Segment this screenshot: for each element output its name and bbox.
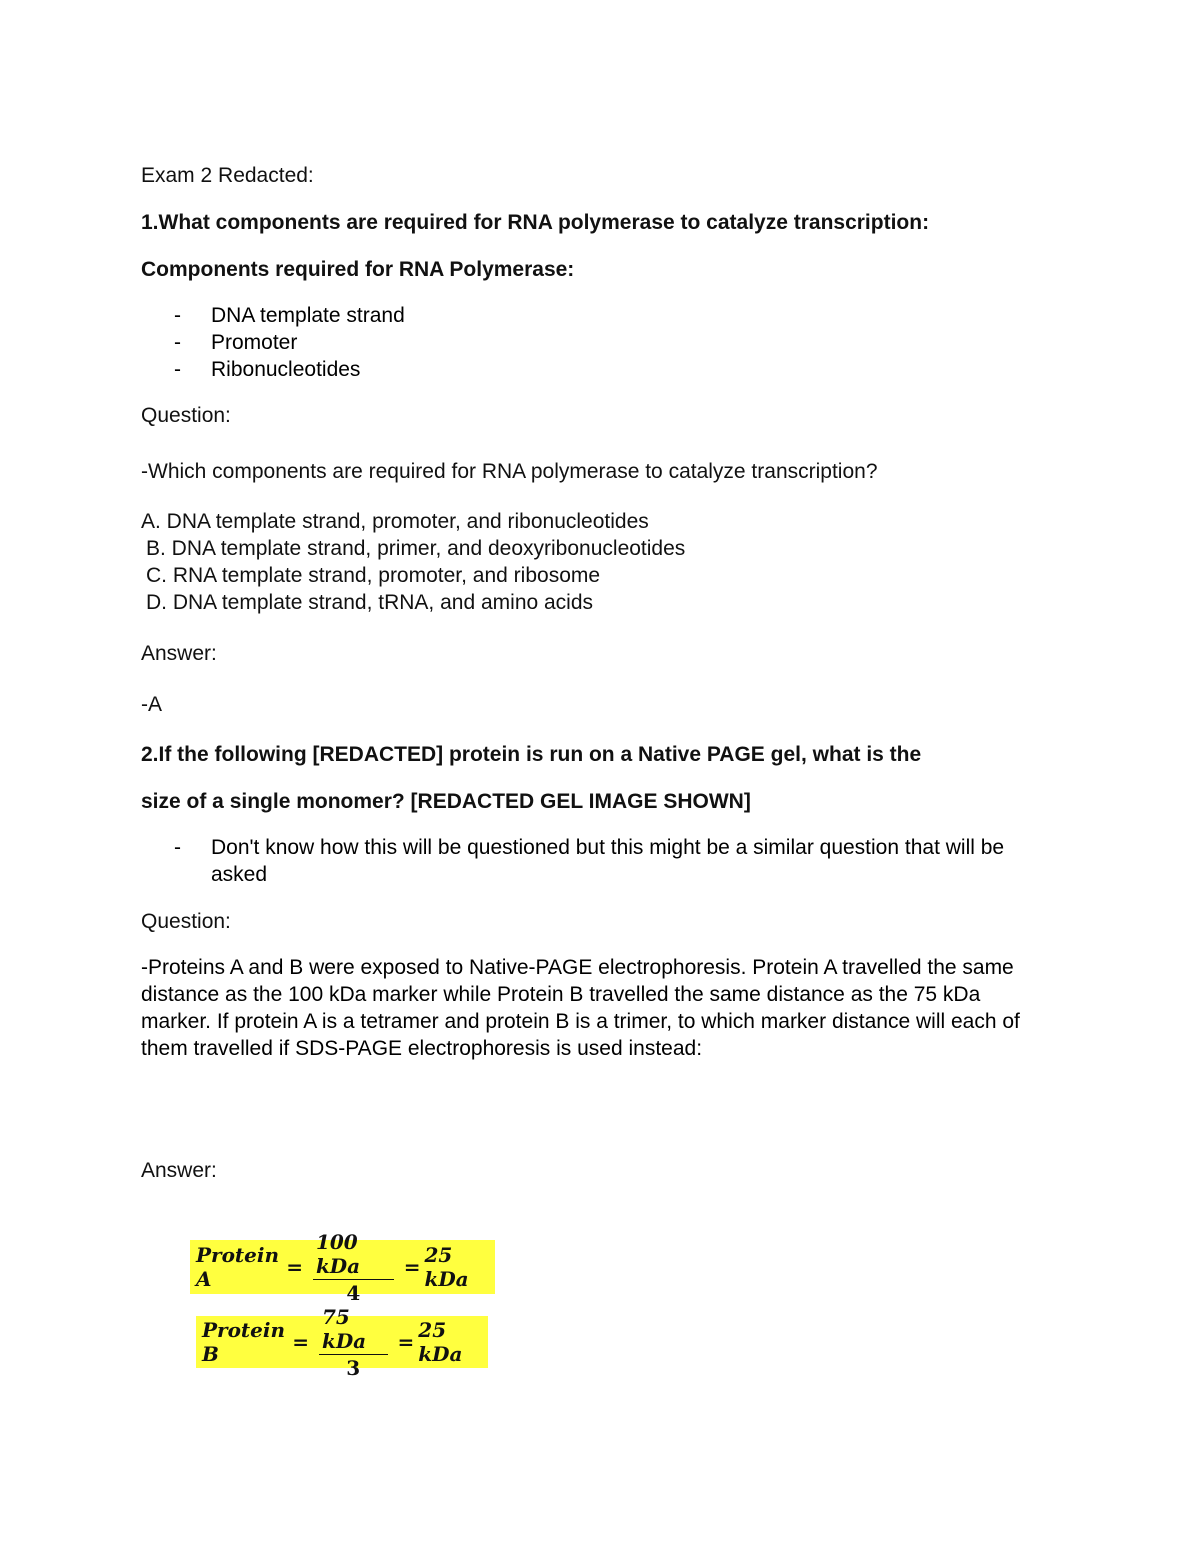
q2-title-line1: 2.If the following [REDACTED] protein is run on a Native PAGE gel, what is the [141,743,922,766]
fraction: $\frac{\text{75 kDa}}{3}$ [319,1305,388,1380]
q2-title-line2: size of a single monomer? [REDACTED GEL IMAGE SHOWN] [141,790,751,813]
q1-question: -Which components are required for RNA polymerase to catalyze transcription? [141,460,878,483]
q2-question: -Proteins A and B were exposed to Native-PAGE electrophoresis. Protein A travelled the same distance as the 100 kDa marker while Protein B travelled the same distance as the 75 kDa marker. If protein A is a tetramer and protein B is a trimer, to which marker distance will each of them travelled if SDS-PAGE electrophoresis is used instead: [141,956,1020,1060]
fraction: $\frac{\text{100 kDa}}{4}$ [313,1230,394,1305]
component-item: - DNA template strand [174,304,405,327]
q1-answer-label: Answer: [141,642,217,665]
q1-answer: -A [141,693,162,716]
q1-question-label: Question: [141,404,231,427]
dash-bullet: - [174,331,181,354]
q2-question-label: Question: [141,910,231,933]
dash-bullet: - [174,836,181,859]
document-heading: Exam 2 Redacted: [141,164,314,187]
equation-protein-b: Protein B = $\frac{\text{75 kDa}}{3}$ = 25 kDa [196,1316,488,1368]
q2-answer-label: Answer: [141,1159,217,1182]
q1-option-d: D. DNA template strand, tRNA, and amino acids [146,591,594,614]
q1-option-a: A. DNA template strand, promoter, and ribonucleotides [141,510,649,533]
q1-option-c: C. RNA template strand, promoter, and ribosome [146,564,601,587]
dash-bullet: - [174,358,181,381]
q1-title: 1.What components are required for RNA polymerase to catalyze transcription: [141,211,930,234]
q1-subtitle: Components required for RNA Polymerase: [141,258,575,281]
q1-option-b: B. DNA template strand, primer, and deoxyribonucleotides [146,537,686,560]
equation-protein-a: Protein A = $\frac{\text{100 kDa}}{4}$ = 25 kDa [190,1240,495,1294]
q2-note: - Don't know how this will be questioned but this might be a similar question that will be asked [174,836,1005,886]
component-item: - Promoter [174,331,298,354]
component-item: - Ribonucleotides [174,358,361,381]
dash-bullet: - [174,304,181,327]
